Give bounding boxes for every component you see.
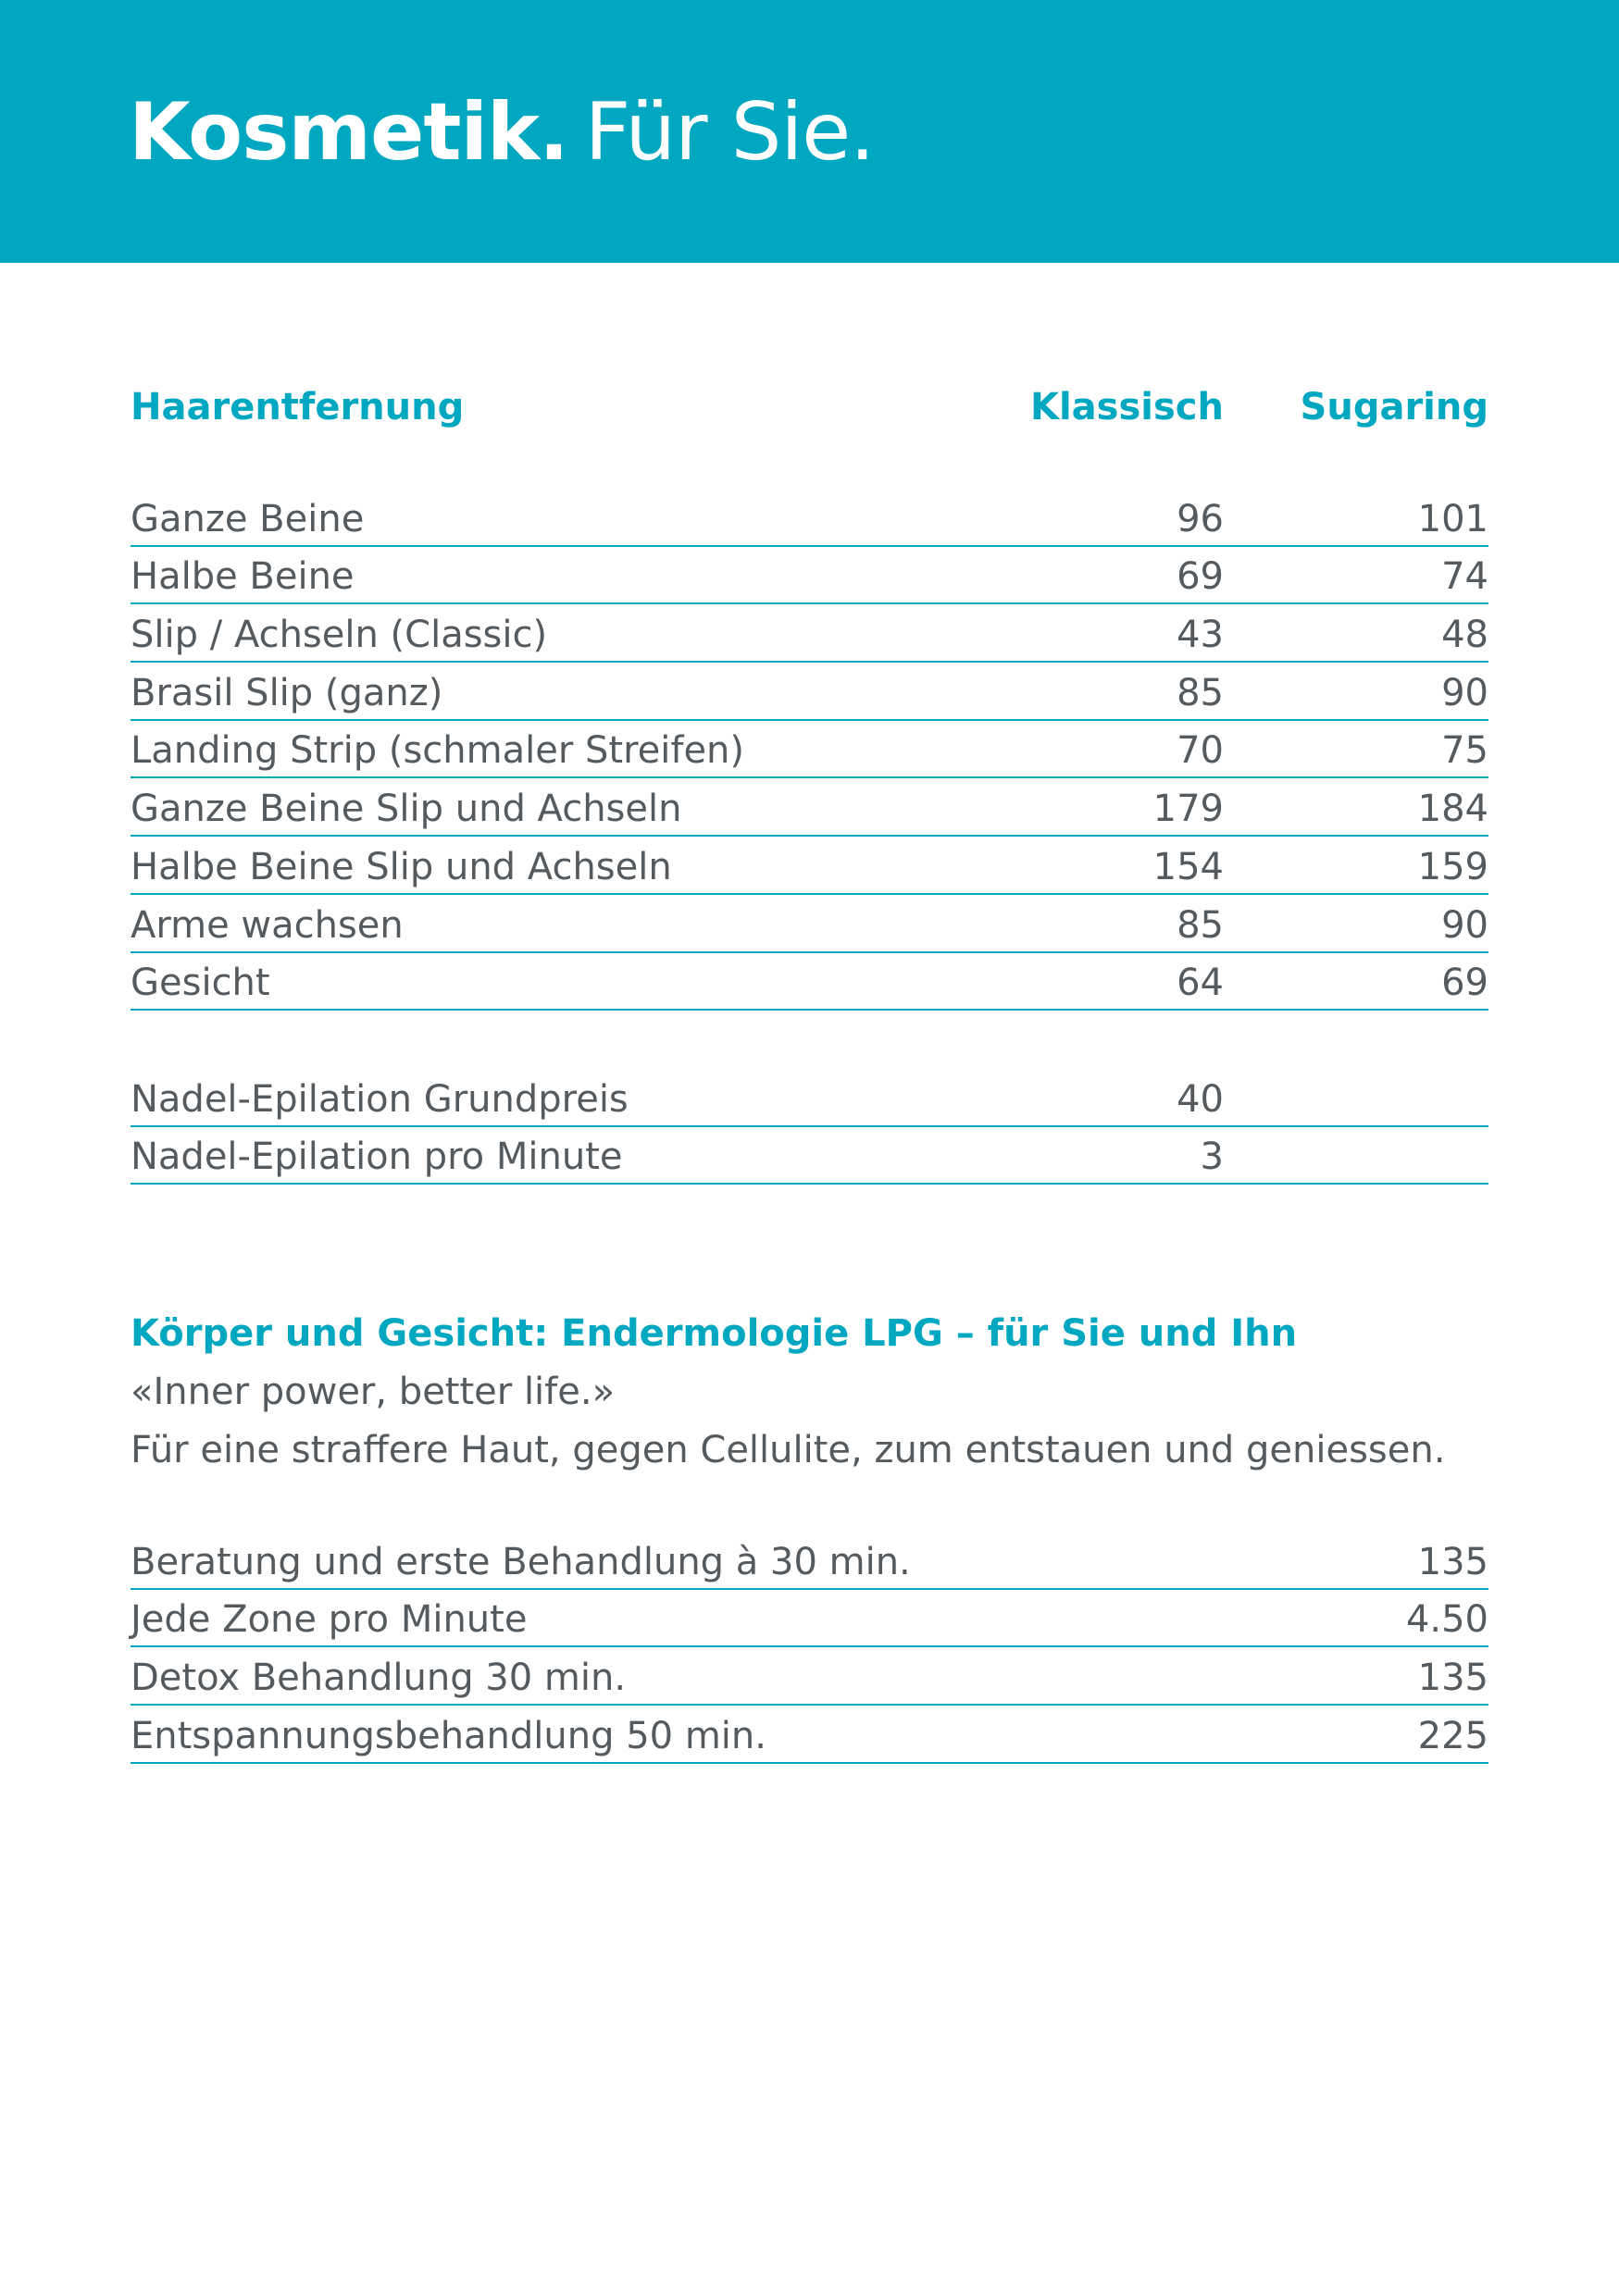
column-header-classic: Klassisch — [1029, 386, 1224, 428]
row-label: Jede Zone pro Minute — [131, 1598, 528, 1642]
price-sugaring: 69 — [1441, 962, 1488, 1005]
price-row — [131, 779, 1488, 838]
page-title-bold: Kosmetik. — [129, 86, 568, 179]
column-header-sugaring: Sugaring — [1300, 386, 1488, 428]
row-label: Gesicht — [131, 962, 270, 1005]
price-row — [131, 1069, 1488, 1127]
price-classic: 85 — [1177, 671, 1224, 714]
price-classic: 40 — [1177, 1077, 1224, 1121]
row-label: Landing Strip (schmaler Streifen) — [131, 729, 745, 773]
price-classic: 85 — [1177, 903, 1224, 947]
endermologie-description: Für eine straffere Haut, gegen Cellulite, zum entstauen und geniessen. — [131, 1429, 1446, 1471]
price-sugaring: 184 — [1417, 788, 1488, 831]
hair-removal-heading: Haarentfernung — [131, 386, 465, 428]
price-row — [131, 721, 1488, 779]
price-classic: 70 — [1177, 729, 1224, 773]
page-title — [129, 81, 875, 183]
price-row — [131, 1127, 1488, 1185]
row-label: Beratung und erste Behandlung à 30 min. — [131, 1540, 911, 1583]
row-label: Detox Behandlung 30 min. — [131, 1657, 627, 1700]
price-sugaring: 75 — [1441, 729, 1488, 773]
price-sugaring: 48 — [1441, 614, 1488, 657]
row-label: Ganze Beine Slip und Achseln — [131, 788, 682, 831]
price-sugaring: 90 — [1441, 671, 1488, 714]
price-sugaring: 90 — [1441, 903, 1488, 947]
price-row — [131, 1706, 1488, 1764]
price-classic: 154 — [1152, 845, 1224, 888]
price-row — [131, 1647, 1488, 1706]
price-classic: 69 — [1177, 555, 1224, 599]
row-label: Brasil Slip (ganz) — [131, 671, 443, 714]
row-label: Halbe Beine Slip und Achseln — [131, 845, 672, 888]
endermologie-heading: Körper und Gesicht: Endermologie LPG – für Sie und Ihn — [131, 1312, 1298, 1355]
price-classic: 64 — [1177, 962, 1224, 1005]
header-banner — [0, 0, 1619, 263]
price-row — [131, 953, 1488, 1011]
price: 4.50 — [1405, 1598, 1488, 1642]
price-classic: 179 — [1152, 788, 1224, 831]
price-row — [131, 489, 1488, 547]
price-row — [131, 837, 1488, 895]
price-sugaring: 159 — [1417, 845, 1488, 888]
row-label: Slip / Achseln (Classic) — [131, 614, 548, 657]
row-label: Arme wachsen — [131, 903, 404, 947]
row-label: Entspannungsbehandlung 50 min. — [131, 1714, 766, 1757]
price-row — [131, 547, 1488, 605]
price-row — [131, 604, 1488, 663]
price-sugaring: 101 — [1417, 497, 1488, 540]
price-row — [131, 1532, 1488, 1590]
price-row — [131, 663, 1488, 721]
price: 135 — [1417, 1540, 1488, 1583]
row-label: Nadel-Epilation pro Minute — [131, 1136, 623, 1179]
row-label: Halbe Beine — [131, 555, 355, 599]
price-classic: 96 — [1177, 497, 1224, 540]
price-classic: 3 — [1200, 1136, 1224, 1179]
page-title-light: Für Sie. — [584, 86, 875, 179]
row-label: Nadel-Epilation Grundpreis — [131, 1077, 629, 1121]
price-row — [131, 1590, 1488, 1648]
price-classic: 43 — [1177, 614, 1224, 657]
endermologie-slogan: «Inner power, better life.» — [131, 1371, 616, 1413]
price: 225 — [1417, 1714, 1488, 1757]
price: 135 — [1417, 1657, 1488, 1700]
price-sugaring: 74 — [1441, 555, 1488, 599]
price-row — [131, 895, 1488, 953]
row-label: Ganze Beine — [131, 497, 365, 540]
